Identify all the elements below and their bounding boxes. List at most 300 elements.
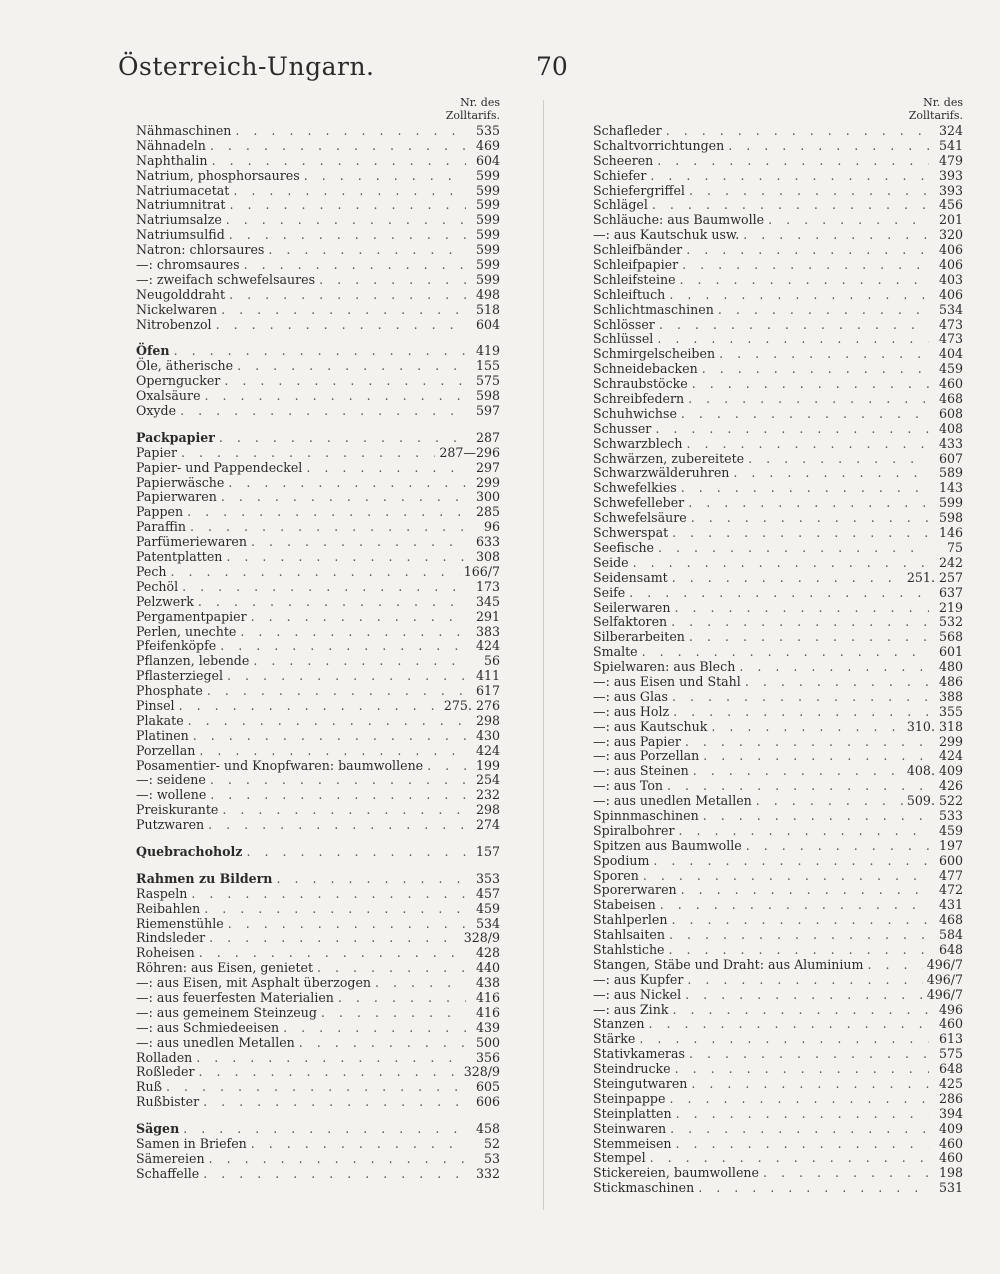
dot-leader <box>212 154 466 169</box>
dot-leader <box>745 675 929 690</box>
tariff-number: 584 <box>938 927 963 943</box>
dot-leader <box>672 1003 929 1018</box>
dot-leader <box>639 1032 929 1047</box>
dot-leader <box>235 124 466 139</box>
tariff-number: 599 <box>475 242 500 258</box>
entry-term: Seilerwaren <box>593 599 671 615</box>
dot-leader <box>193 729 466 744</box>
entry-term: Nitrobenzol <box>136 316 212 332</box>
entry-term: Schwarzblech <box>593 435 683 451</box>
entry-term: Schwarzwälderuhren <box>593 465 730 481</box>
entry-term: —: aus unedlen Metallen <box>593 793 752 809</box>
index-entry <box>136 288 500 303</box>
index-entry <box>136 887 500 902</box>
dot-leader <box>196 1051 466 1066</box>
tariff-number: 96 <box>483 519 500 535</box>
entry-term: Pflanzen, lebende <box>136 653 250 669</box>
tariff-number: 531 <box>938 1180 963 1196</box>
entry-term: Pelzwerk <box>136 593 194 609</box>
dot-leader <box>669 943 929 958</box>
tariff-number: 274 <box>475 817 500 833</box>
entry-term: Papier- und Pappendeckel <box>136 459 303 475</box>
tariff-number: 297 <box>475 459 500 475</box>
tariff-number: 648 <box>938 941 963 957</box>
dot-leader <box>190 520 466 535</box>
entry-term: Spitzen aus Baumwolle <box>593 837 742 853</box>
index-entry <box>593 273 963 288</box>
entry-term: Ruß <box>136 1079 163 1095</box>
entry-term: Roheisen <box>136 945 195 961</box>
index-entry <box>593 749 963 764</box>
tariff-number: 275. 276 <box>443 697 500 713</box>
tariff-number: 459 <box>475 900 500 916</box>
tariff-number: 598 <box>938 510 963 526</box>
index-entry <box>136 404 500 419</box>
tariff-number: 599 <box>475 167 500 183</box>
entry-term: Steinplatten <box>593 1105 672 1121</box>
tariff-number: 534 <box>475 915 500 931</box>
index-entry <box>136 303 500 318</box>
dot-leader <box>207 684 466 699</box>
index-entry <box>136 872 500 887</box>
dot-leader <box>649 1017 929 1032</box>
entry-term: —: aus gemeinem Steinzeug <box>136 1004 317 1020</box>
index-entry <box>593 958 963 973</box>
entry-term: Sämereien <box>136 1150 205 1166</box>
index-entry <box>593 883 963 898</box>
entry-term: Schlüssel <box>593 331 654 347</box>
entry-term: Öfen <box>136 343 170 359</box>
index-entry <box>593 794 963 809</box>
tariff-number: 598 <box>475 388 500 404</box>
index-entry <box>593 526 963 541</box>
tariff-number: 219 <box>938 599 963 615</box>
dot-leader <box>673 705 929 720</box>
index-entry <box>136 729 500 744</box>
index-entry <box>136 610 500 625</box>
entry-term: Seife <box>593 584 626 600</box>
dot-leader <box>317 961 466 976</box>
entry-term: Stärke <box>593 1031 636 1047</box>
dot-leader <box>676 1107 929 1122</box>
tariff-number: 607 <box>938 450 963 466</box>
entry-term: Sporen <box>593 867 639 883</box>
index-entry <box>593 154 963 169</box>
entry-term: Pechöl <box>136 578 179 594</box>
index-entry <box>593 973 963 988</box>
tariff-number: 468 <box>938 391 963 407</box>
tariff-number: 541 <box>938 137 963 153</box>
entry-term: Schleifsteine <box>593 271 676 287</box>
index-entry <box>136 759 500 774</box>
dot-leader <box>674 601 929 616</box>
index-entry <box>136 961 500 976</box>
index-entry <box>136 1095 500 1110</box>
dot-leader <box>698 1181 929 1196</box>
entry-term: Pergamentpapier <box>136 608 247 624</box>
dot-leader <box>667 779 929 794</box>
dot-leader <box>283 1021 466 1036</box>
index-entry <box>593 645 963 660</box>
tariff-number: 300 <box>475 489 500 505</box>
column-heading: Nr. des Zolltarifs. <box>445 96 500 122</box>
entry-term: Papierwaren <box>136 489 217 505</box>
index-entry <box>593 466 963 481</box>
index-entry <box>593 1032 963 1047</box>
tariff-number: 608 <box>938 405 963 421</box>
index-entry <box>593 258 963 273</box>
dot-leader <box>210 788 466 803</box>
dot-leader <box>688 496 929 511</box>
entry-term: Stahlsaiten <box>593 927 665 943</box>
dot-leader <box>198 595 466 610</box>
dot-leader <box>657 154 929 169</box>
entry-term: —: aus Ton <box>593 778 664 794</box>
tariff-number: 394 <box>938 1105 963 1121</box>
index-entry <box>593 228 963 243</box>
entry-term: Scheeren <box>593 152 654 168</box>
tariff-number: 383 <box>475 623 500 639</box>
index-entry <box>136 1036 500 1051</box>
tariff-number: 320 <box>938 227 963 243</box>
entry-list-right <box>593 124 963 1196</box>
index-entry <box>593 839 963 854</box>
dot-leader <box>718 303 929 318</box>
entry-term: Schlichtmaschinen <box>593 301 714 317</box>
tariff-number: 328/9 <box>463 1064 500 1080</box>
entry-term: —: aus Steinen <box>593 763 689 779</box>
entry-term: Schwerspat <box>593 525 669 541</box>
dot-leader <box>746 839 929 854</box>
index-entry <box>136 476 500 491</box>
tariff-number: 197 <box>938 837 963 853</box>
entry-term: Schwefelsäure <box>593 510 687 526</box>
dot-leader <box>657 332 929 347</box>
dot-leader <box>338 991 466 1006</box>
entry-term: Stativkameras <box>593 1046 685 1062</box>
tariff-number: 604 <box>475 152 500 168</box>
entry-term: Schaltvorrichtungen <box>593 137 725 153</box>
dot-leader <box>669 288 929 303</box>
index-entry <box>593 913 963 928</box>
dot-leader <box>685 988 923 1003</box>
index-entry <box>136 788 500 803</box>
index-entry <box>136 213 500 228</box>
entry-term: Sägen <box>136 1121 180 1137</box>
entry-term: Spielwaren: aus Blech <box>593 659 736 675</box>
tariff-number: 473 <box>938 316 963 332</box>
entry-term: Steindrucke <box>593 1061 671 1077</box>
dot-leader <box>756 794 903 809</box>
tariff-number: 599 <box>475 182 500 198</box>
tariff-number: 345 <box>475 593 500 609</box>
entry-term: Posamentier- und Knopfwaren: baumwollene <box>136 757 424 773</box>
entry-term: Pech <box>136 563 167 579</box>
index-entry <box>136 389 500 404</box>
dot-leader <box>237 359 466 374</box>
entry-term: Plakate <box>136 712 184 728</box>
tariff-number: 201 <box>938 212 963 228</box>
index-entry <box>593 735 963 750</box>
index-entry <box>136 1065 500 1080</box>
dot-leader <box>203 1167 466 1182</box>
tariff-number: 75 <box>946 539 963 555</box>
dot-leader <box>675 1062 929 1077</box>
index-entry <box>593 511 963 526</box>
tariff-number: 575 <box>938 1046 963 1062</box>
entry-term: Schreibfedern <box>593 391 685 407</box>
index-entry <box>136 1122 500 1137</box>
column-heading: Nr. des Zolltarifs. <box>908 96 963 122</box>
entry-term: Schraubstöcke <box>593 376 688 392</box>
dot-leader <box>768 213 929 228</box>
tariff-number: 468 <box>938 912 963 928</box>
tariff-number: 286 <box>938 1090 963 1106</box>
tariff-number: 355 <box>938 703 963 719</box>
tariff-number: 287 <box>475 429 500 445</box>
dot-leader <box>220 639 466 654</box>
entry-term: Paraffin <box>136 519 187 535</box>
entry-term: Raspeln <box>136 885 188 901</box>
entry-term: Pfeifenköpfe <box>136 638 217 654</box>
index-entry <box>136 818 500 833</box>
left-column <box>136 96 500 1182</box>
index-entry <box>136 154 500 169</box>
dot-leader <box>233 184 466 199</box>
dot-leader <box>679 824 929 839</box>
entry-term: Natriumsulfid <box>136 227 225 243</box>
entry-term: Schlägel <box>593 197 648 213</box>
tariff-number: 287—296 <box>439 444 500 460</box>
entry-term: Selfaktoren <box>593 614 668 630</box>
dot-leader <box>240 625 466 640</box>
entry-term: Smalte <box>593 644 638 660</box>
index-entry <box>593 1107 963 1122</box>
index-entry <box>593 586 963 601</box>
dot-leader <box>221 490 466 505</box>
index-entry <box>136 228 500 243</box>
index-entry <box>136 803 500 818</box>
tariff-number: 473 <box>938 331 963 347</box>
index-entry <box>136 273 500 288</box>
index-entry <box>136 198 500 213</box>
entry-term: Spinnmaschinen <box>593 807 699 823</box>
tariff-number: 393 <box>938 182 963 198</box>
entry-term: Schusser <box>593 420 652 436</box>
index-entry <box>136 243 500 258</box>
tariff-number: 430 <box>475 727 500 743</box>
index-entry <box>136 595 500 610</box>
dot-leader <box>224 374 466 389</box>
entry-term: Röhren: aus Eisen, genietet <box>136 960 314 976</box>
dot-leader <box>660 898 929 913</box>
entry-term: Stempel <box>593 1150 646 1166</box>
tariff-number: 424 <box>475 638 500 654</box>
tariff-number: 599 <box>475 257 500 273</box>
tariff-number: 353 <box>475 870 500 886</box>
tariff-number: 472 <box>938 882 963 898</box>
tariff-number: 298 <box>475 802 500 818</box>
dot-leader <box>221 303 466 318</box>
index-entry <box>593 571 963 586</box>
index-entry <box>593 318 963 333</box>
index-entry <box>136 744 500 759</box>
index-entry <box>593 764 963 779</box>
tariff-number: 155 <box>475 358 500 374</box>
index-entry <box>593 556 963 571</box>
dot-leader <box>427 759 466 774</box>
tariff-number: 457 <box>475 885 500 901</box>
dot-leader <box>658 541 929 556</box>
tariff-number: 328/9 <box>463 930 500 946</box>
tariff-number: 534 <box>938 301 963 317</box>
entry-term: Reibahlen <box>136 900 201 916</box>
dot-leader <box>222 803 466 818</box>
entry-term: —: aus Kupfer <box>593 971 684 987</box>
tariff-number: 426 <box>938 778 963 794</box>
tariff-number: 496/7 <box>926 956 963 972</box>
index-entry <box>136 184 500 199</box>
index-entry <box>593 1137 963 1152</box>
index-entry <box>136 714 500 729</box>
index-entry <box>593 988 963 1003</box>
dot-leader <box>188 714 466 729</box>
tariff-number: 459 <box>938 822 963 838</box>
index-entry <box>136 1080 500 1095</box>
tariff-number: 648 <box>938 1061 963 1077</box>
dot-leader <box>251 1137 466 1152</box>
dot-leader <box>671 615 929 630</box>
dot-leader <box>681 883 929 898</box>
entry-term: Pflasterziegel <box>136 668 224 684</box>
entry-term: Neugolddraht <box>136 286 226 302</box>
tariff-number: 416 <box>475 989 500 1005</box>
entry-term: Riemenstühle <box>136 915 224 931</box>
entry-term: Schmirgelscheiben <box>593 346 716 362</box>
entry-term: Naphthalin <box>136 152 208 168</box>
entry-term: Nähmaschinen <box>136 123 232 138</box>
tariff-number: 299 <box>938 733 963 749</box>
dot-leader <box>204 902 466 917</box>
dot-leader <box>182 580 466 595</box>
dot-leader <box>685 735 929 750</box>
tariff-number: 406 <box>938 242 963 258</box>
tariff-number: 599 <box>475 197 500 213</box>
dot-leader <box>867 958 922 973</box>
tariff-number: 143 <box>938 480 963 496</box>
dot-leader <box>226 213 466 228</box>
dot-leader <box>719 347 929 362</box>
index-entry <box>136 902 500 917</box>
dot-leader <box>666 124 929 139</box>
tariff-number: 460 <box>938 1150 963 1166</box>
dot-leader <box>299 1036 466 1051</box>
dot-leader <box>179 699 440 714</box>
entry-term: Schwärzen, zubereitete <box>593 450 745 466</box>
index-entry <box>593 452 963 467</box>
entry-term: Silberarbeiten <box>593 629 685 645</box>
tariff-number: 568 <box>938 629 963 645</box>
entry-term: —: aus Eisen, mit Asphalt überzogen <box>136 975 372 991</box>
entry-term: Schleiftuch <box>593 286 666 302</box>
index-entry <box>136 318 500 333</box>
dot-leader <box>319 273 466 288</box>
tariff-number: 433 <box>938 435 963 451</box>
dot-leader <box>733 466 929 481</box>
tariff-number: 393 <box>938 167 963 183</box>
tariff-number: 299 <box>475 474 500 490</box>
entry-term: Pappen <box>136 504 184 520</box>
entry-term: Phosphate <box>136 683 203 699</box>
entry-term: Spiralbohrer <box>593 822 675 838</box>
index-entry <box>593 898 963 913</box>
entry-term: Stabeisen <box>593 897 656 913</box>
index-entry <box>593 1017 963 1032</box>
index-entry <box>593 928 963 943</box>
dot-leader <box>171 565 460 580</box>
tariff-number: 166/7 <box>463 563 500 579</box>
dot-leader <box>181 446 435 461</box>
tariff-number: 599 <box>938 495 963 511</box>
entry-term: Schlösser <box>593 316 655 332</box>
tariff-number: 310. 318 <box>906 718 963 734</box>
index-entry <box>136 931 500 946</box>
dot-leader <box>268 243 466 258</box>
entry-term: Schiefer <box>593 167 647 183</box>
tariff-number: 404 <box>938 346 963 362</box>
dot-leader <box>703 749 929 764</box>
dot-leader <box>227 669 466 684</box>
index-entry <box>593 124 963 139</box>
dot-leader <box>191 887 466 902</box>
tariff-number: 424 <box>475 742 500 758</box>
tariff-number: 533 <box>938 807 963 823</box>
tariff-number: 332 <box>475 1165 500 1181</box>
tariff-number: 477 <box>938 867 963 883</box>
tariff-number: 438 <box>475 975 500 991</box>
dot-leader <box>203 1095 466 1110</box>
index-entry <box>593 630 963 645</box>
dot-leader <box>229 198 466 213</box>
entry-term: Schiefergriffel <box>593 182 685 198</box>
entry-term: Seide <box>593 554 629 570</box>
index-entry <box>593 690 963 705</box>
index-entry <box>593 720 963 735</box>
dot-leader <box>306 461 466 476</box>
dot-leader <box>304 169 466 184</box>
dot-leader <box>693 764 903 779</box>
entry-term: Pinsel <box>136 697 175 713</box>
tariff-number: 479 <box>938 152 963 168</box>
dot-leader <box>187 505 466 520</box>
dot-leader <box>670 1122 929 1137</box>
index-entry <box>593 332 963 347</box>
index-entry <box>593 1077 963 1092</box>
tariff-number: 597 <box>475 403 500 419</box>
index-entry <box>593 1181 963 1196</box>
index-entry <box>136 976 500 991</box>
dot-leader <box>681 407 929 422</box>
index-entry <box>136 946 500 961</box>
entry-term: Nähnadeln <box>136 137 206 153</box>
tariff-number: 458 <box>475 1121 500 1137</box>
entry-term: Stanzen <box>593 1016 645 1032</box>
entry-term: Steinwaren <box>593 1120 667 1136</box>
index-entry <box>136 139 500 154</box>
dot-leader <box>180 404 466 419</box>
dot-leader <box>246 845 466 860</box>
entry-term: —: aus Kautschuk <box>593 718 708 734</box>
